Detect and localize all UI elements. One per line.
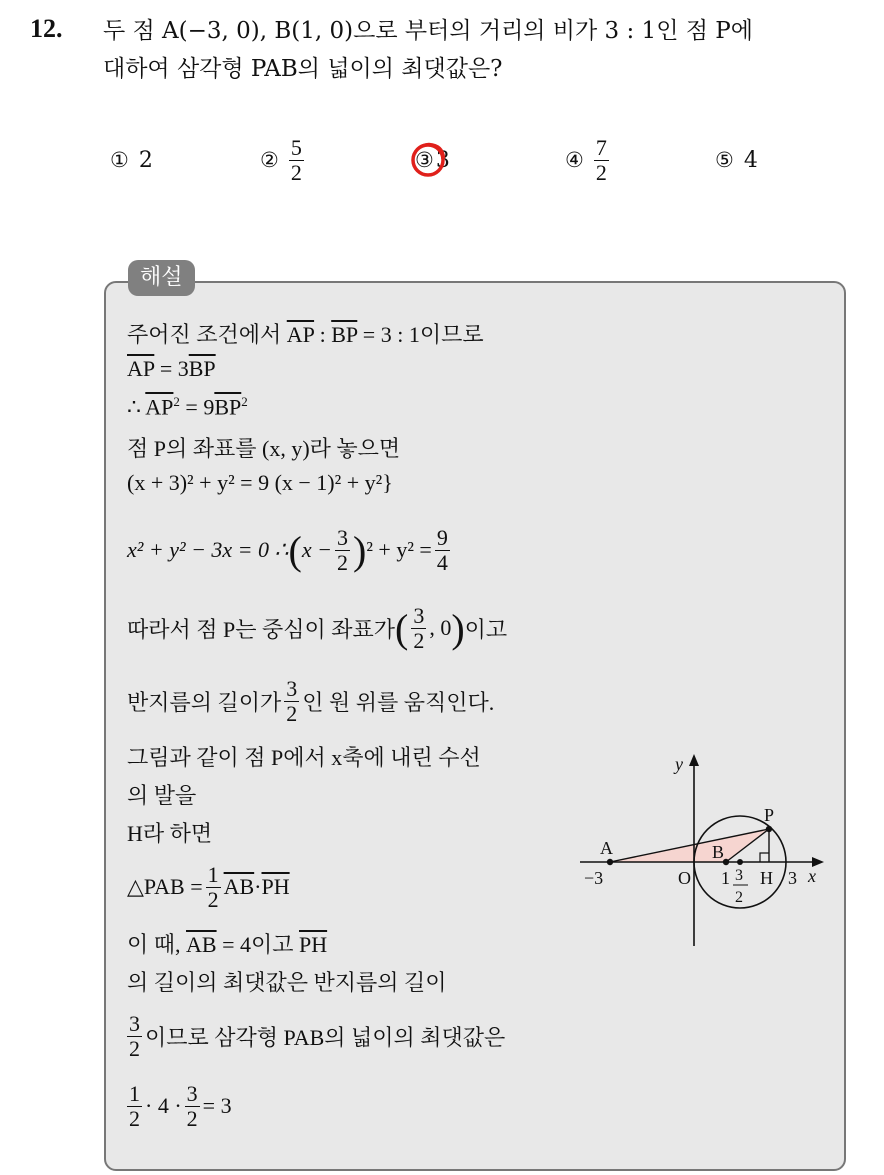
solution-line-5: (x + 3)² + y² = 9 (x − 1)² + y²} [127, 470, 393, 495]
choice-4[interactable]: ④ $\frac{7}{2}$ [565, 135, 607, 185]
y-axis-arrow [689, 754, 699, 766]
label-b: B [712, 842, 725, 862]
point-center [737, 859, 743, 865]
question-number: 12. [30, 14, 63, 43]
tick-3: 3 [788, 868, 797, 888]
tick-three-halves-num: 3 [735, 867, 743, 884]
fraction: $\frac{3}{2}$ [336, 525, 348, 575]
answer-choices [110, 130, 810, 190]
label-a: A [600, 838, 613, 858]
fraction: $\frac{3}{2}$ [129, 1011, 140, 1061]
question-text [103, 12, 873, 88]
choice-1[interactable]: ① 2 [110, 147, 153, 173]
fraction: $\frac{3}{2}$ [186, 1081, 198, 1131]
solution-line-12: △PAB = $\frac{1}{2}$ $\overline{AB}$ · $\overline{PH}$ [127, 862, 290, 912]
solution-line-4: 점 P의 좌표를 (x, y)라 놓으면 [127, 436, 401, 461]
fraction: $\frac{3}{2}$ [413, 603, 425, 653]
solution-line-14: 의 길이의 최댓값은 반지름의 길이 [127, 970, 447, 995]
choice-5[interactable]: ⑤ 4 [715, 147, 758, 173]
point-p [766, 826, 772, 832]
solution-line-8: 반지름의 길이가 $\frac{3}{2}$ 인 원 위를 움직인다. [127, 676, 495, 726]
solution-line-9: 그림과 같이 점 P에서 x축에 내린 수선 [127, 745, 481, 770]
tick-neg3: −3 [584, 868, 604, 888]
solution-line-2: $\overline{AP} = 3\overline{BP}$ [127, 356, 216, 381]
solution-line-13: 이 때, $\overline{AB} = 4$이고 $\overline{PH}$ [127, 932, 328, 957]
solution-line-15: $\frac{3}{2}$ 이므로 삼각형 PAB의 넓이의 최댓값은 [129, 1011, 506, 1061]
solution-line-10: 의 발을 [127, 783, 197, 808]
fraction: $\frac{5}{2}$ [290, 135, 302, 185]
solution-line-1: 주어진 조건에서 $\overline{AP}$ : $\overline{BP} = 3$ : 1이므로 [127, 322, 484, 347]
solution-line-3: ∴ $\overline{AP}^2 = 9\overline{BP}^2$ [127, 394, 248, 420]
coordinate-graph [572, 748, 834, 953]
point-a [607, 859, 613, 865]
fraction: $\frac{1}{2}$ [207, 862, 219, 912]
fraction: $\frac{9}{4}$ [436, 525, 448, 575]
label-o: O [678, 868, 691, 888]
fraction: $\frac{1}{2}$ [129, 1081, 140, 1131]
choice-2[interactable]: ② $\frac{5}{2}$ [260, 135, 302, 185]
tick-three-halves-den: 2 [735, 889, 743, 906]
y-axis-label: y [675, 754, 683, 774]
fraction: $\frac{7}{2}$ [595, 135, 607, 185]
solution-line-11: H라 하면 [127, 821, 213, 846]
question-line-1: 두 점 A(−3, 0), B(1, 0)으로 부터의 거리의 비가 3 : 1인 점 P에 [103, 18, 753, 44]
solution-label: 해설 [128, 260, 195, 296]
question-line-2: 대하여 삼각형 PAB의 넓이의 최댓값은? [103, 56, 503, 82]
solution-line-16: $\frac{1}{2}$ · 4 · $\frac{3}{2}$ = 3 [129, 1081, 232, 1131]
label-h: H [760, 868, 773, 888]
solution-line-6: x² + y² − 3x = 0 ∴ ( x − $\frac{3}{2}$ ) ² + y² = $\frac{9}{4}$ [127, 525, 448, 575]
x-axis-label: x [808, 866, 816, 886]
solution-line-7: 따라서 점 P는 중심이 좌표가 ( $\frac{3}{2}$ , 0 ) 이고 [127, 603, 508, 653]
label-p: P [764, 805, 775, 825]
tick-1: 1 [721, 868, 730, 888]
fraction: $\frac{3}{2}$ [286, 676, 298, 726]
choice-3[interactable]: ③ 3 [415, 130, 450, 190]
